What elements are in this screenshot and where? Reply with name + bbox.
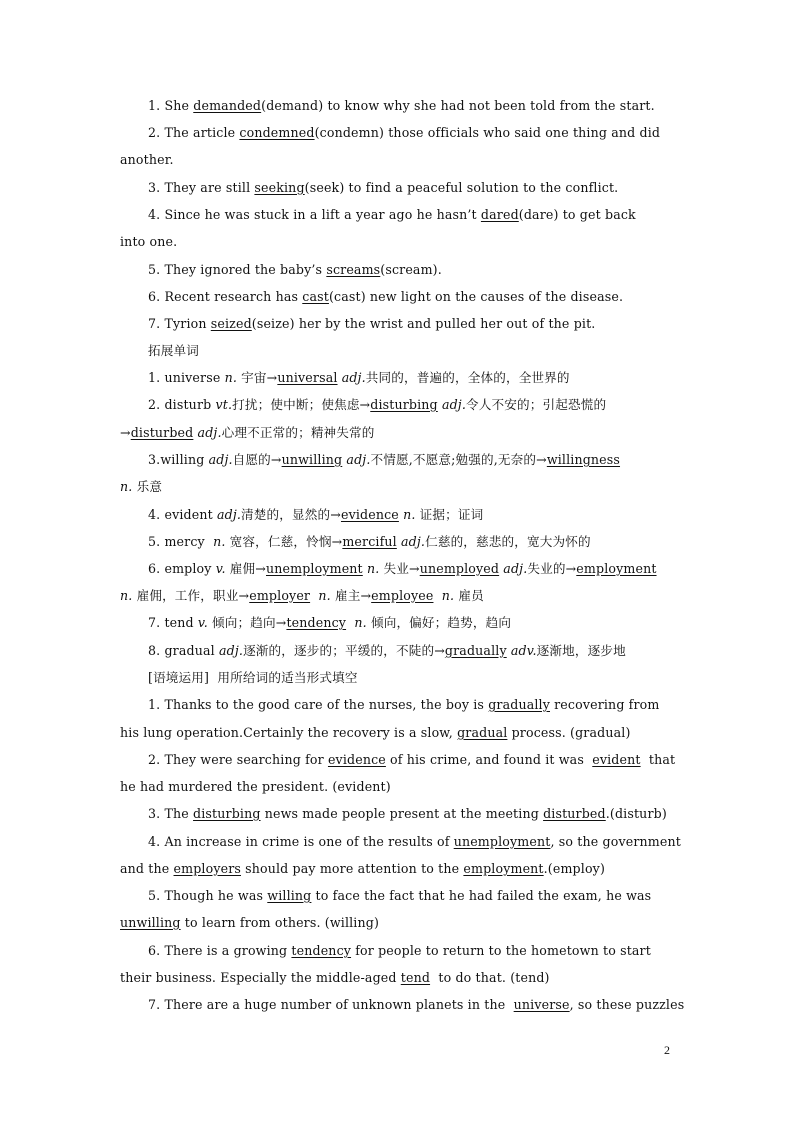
text-line xyxy=(148,888,716,904)
answer-word: universal xyxy=(277,370,338,385)
text-segment: his lung operation.Certainly the recovery is a slow, xyxy=(120,725,458,740)
text-line xyxy=(148,207,716,223)
text-segment: (cast) new light on the causes of the disease. xyxy=(328,289,624,304)
text-segment: [语境运用] 用所给词的适当形式填空 xyxy=(148,670,358,685)
text-segment: 1. Thanks to the good care of the nurses, the boy is xyxy=(148,697,489,712)
answer-word: gradual xyxy=(457,725,508,740)
text-segment: into one. xyxy=(120,234,178,249)
part-of-speech: adj. xyxy=(218,643,244,658)
text-line xyxy=(120,725,716,741)
text-segment: 证据；证词 xyxy=(415,507,484,522)
text-segment: 逐渐地，逐步地 xyxy=(536,643,626,658)
text-segment: , so the government xyxy=(550,834,681,849)
text-line xyxy=(120,588,716,604)
text-line xyxy=(148,125,716,141)
answer-word: cast xyxy=(302,289,329,304)
text-segment: 5. mercy xyxy=(148,534,214,549)
text-line xyxy=(120,234,716,250)
text-line xyxy=(148,397,716,413)
text-segment: 6. employ xyxy=(148,561,216,576)
text-segment: 1. She xyxy=(148,98,194,113)
text-segment: 4. An increase in crime is one of the results of xyxy=(148,834,454,849)
text-segment: .(disturb) xyxy=(605,806,667,821)
text-line xyxy=(120,861,716,877)
answer-word: gradually xyxy=(444,643,507,658)
answer-word: seized xyxy=(210,316,252,331)
text-segment: 不情愿,不愿意;勉强的,无奈的→ xyxy=(370,452,547,467)
text-segment: for people to return to the hometown to start xyxy=(351,943,651,958)
answer-word: evident xyxy=(592,752,641,767)
answer-word: seeking xyxy=(254,180,305,195)
part-of-speech: adj. xyxy=(341,370,366,385)
text-line xyxy=(148,943,716,959)
text-segment: their business. Especially the middle-aged xyxy=(120,970,401,985)
answer-word: unemployment xyxy=(266,561,363,576)
part-of-speech: adj. xyxy=(346,452,371,467)
part-of-speech: adj. xyxy=(216,507,242,522)
answer-word: dared xyxy=(480,207,519,222)
answer-word: condemned xyxy=(239,125,315,140)
text-segment: 共同的，普遍的，全体的，全世界的 xyxy=(365,370,570,385)
text-line xyxy=(148,834,716,850)
text-segment: recovering from xyxy=(549,697,660,712)
text-segment: process. (gradual) xyxy=(507,725,631,740)
text-segment: 8. gradual xyxy=(148,643,219,658)
text-segment: → xyxy=(120,425,131,440)
part-of-speech: n. xyxy=(120,588,133,603)
part-of-speech: n. xyxy=(224,370,237,385)
answer-word: tend xyxy=(400,970,431,985)
text-line xyxy=(148,615,716,631)
text-segment: 宽容，仁慈，怜悯→ xyxy=(225,534,343,549)
answer-word: willing xyxy=(267,888,312,903)
text-line xyxy=(148,697,716,713)
text-line xyxy=(148,643,716,659)
text-segment: news made people present at the meeting xyxy=(260,806,544,821)
answer-word: disturbed xyxy=(130,425,194,440)
answer-word: evidence xyxy=(327,752,386,767)
text-segment: 清楚的，显然的→ xyxy=(241,507,341,522)
text-line xyxy=(148,452,716,468)
answer-word: unwilling xyxy=(120,915,181,930)
part-of-speech: n. xyxy=(403,507,416,522)
text-segment: of his crime, and found it was xyxy=(385,752,593,767)
answer-word: disturbing xyxy=(193,806,261,821)
text-segment: should pay more attention to the xyxy=(240,861,464,876)
answer-word: universe xyxy=(513,997,570,1012)
text-line xyxy=(148,262,716,278)
answer-word: unwilling xyxy=(281,452,343,467)
text-segment: 逐渐的，逐步的；平缓的，不陡的→ xyxy=(243,643,445,658)
part-of-speech: n. xyxy=(213,534,226,549)
text-segment: 2. They were searching for xyxy=(148,752,328,767)
answer-word: tendency xyxy=(291,943,352,958)
text-segment: 自愿的→ xyxy=(232,452,282,467)
text-line xyxy=(148,98,716,114)
part-of-speech: n. xyxy=(441,588,455,603)
text-line xyxy=(120,970,716,986)
answer-word: willingness xyxy=(546,452,621,467)
text-line xyxy=(148,806,716,822)
text-line xyxy=(148,507,716,523)
text-segment: that xyxy=(640,752,676,767)
text-line xyxy=(148,561,716,577)
text-line xyxy=(120,779,716,795)
text-segment: (seek) to find a peaceful solution to the conflict. xyxy=(304,180,619,195)
answer-word: unemployed xyxy=(419,561,500,576)
text-segment: .(employ) xyxy=(543,861,606,876)
part-of-speech: adj. xyxy=(503,561,528,576)
text-segment: another. xyxy=(120,152,174,167)
text-segment: 倾向；趋向→ xyxy=(207,615,287,630)
text-segment: (condemn) those officials who said one thing and did xyxy=(314,125,661,140)
text-segment: to learn from others. (willing) xyxy=(180,915,380,930)
part-of-speech: adv. xyxy=(510,643,537,658)
answer-word: disturbed xyxy=(543,806,606,821)
text-segment: (seize) her by the wrist and pulled her out of the pit. xyxy=(251,316,596,331)
text-segment: 宇宙→ xyxy=(237,370,278,385)
text-segment: 雇员 xyxy=(454,588,484,603)
text-segment: 3.willing xyxy=(148,452,209,467)
text-segment: 打扰；使中断；使焦虑→ xyxy=(232,397,371,412)
text-line xyxy=(148,316,716,332)
text-segment: 失业→ xyxy=(379,561,420,576)
part-of-speech: adj. xyxy=(401,534,426,549)
text-segment: 5. Though he was xyxy=(148,888,268,903)
answer-word: employer xyxy=(249,588,311,603)
text-segment: 拓展单词 xyxy=(148,343,199,358)
text-segment: 心理不正常的；精神失常的 xyxy=(221,425,375,440)
text-line xyxy=(148,343,716,359)
text-segment: 3. The xyxy=(148,806,194,821)
text-segment: 失业的→ xyxy=(527,561,577,576)
text-segment: and the xyxy=(120,861,174,876)
answer-word: demanded xyxy=(193,98,262,113)
text-segment: 令人不安的；引起恐慌的 xyxy=(466,397,607,412)
answer-word: employee xyxy=(371,588,434,603)
text-segment: (demand) to know why she had not been told from the start. xyxy=(261,98,655,113)
answer-word: employers xyxy=(173,861,241,876)
text-segment: (scream). xyxy=(380,262,442,277)
part-of-speech: n. xyxy=(318,588,331,603)
answer-word: disturbing xyxy=(370,397,438,412)
text-segment: 2. disturb xyxy=(148,397,216,412)
text-segment: 倾向，偏好；趋势，趋向 xyxy=(366,615,512,630)
text-segment: 7. tend xyxy=(148,615,198,630)
text-segment: , so these puzzles xyxy=(569,997,685,1012)
text-segment: 雇佣→ xyxy=(225,561,266,576)
text-line xyxy=(148,670,716,686)
text-segment: 4. Since he was stuck in a lift a year ago he hasn’t xyxy=(148,207,481,222)
text-segment: to face the fact that he had failed the exam, he was xyxy=(311,888,652,903)
answer-word: unemployment xyxy=(453,834,551,849)
answer-word: employment xyxy=(463,861,544,876)
text-segment: 乐意 xyxy=(132,479,163,494)
part-of-speech: n. xyxy=(354,615,367,630)
answer-word: evidence xyxy=(340,507,399,522)
text-line xyxy=(148,289,716,305)
text-segment: 3. They are still xyxy=(148,180,255,195)
text-segment: 5. They ignored the baby’s xyxy=(148,262,327,277)
text-segment: 7. Tyrion xyxy=(148,316,211,331)
text-segment xyxy=(433,588,441,603)
answer-word: screams xyxy=(326,262,381,277)
text-segment: 4. evident xyxy=(148,507,217,522)
text-segment: (dare) to get back xyxy=(518,207,636,222)
text-line xyxy=(148,997,716,1013)
part-of-speech: adj. xyxy=(441,397,467,412)
text-segment: 雇佣，工作，职业→ xyxy=(132,588,250,603)
text-line xyxy=(120,152,716,168)
text-line xyxy=(148,180,716,196)
text-line xyxy=(120,425,716,441)
text-segment: 雇主→ xyxy=(330,588,372,603)
part-of-speech: adj. xyxy=(197,425,222,440)
answer-word: tendency xyxy=(286,615,347,630)
text-segment: 6. Recent research has xyxy=(148,289,303,304)
part-of-speech: vt. xyxy=(215,397,233,412)
part-of-speech: v. xyxy=(215,561,226,576)
page-number: 2 xyxy=(664,1043,670,1057)
text-line xyxy=(120,915,716,931)
part-of-speech: n. xyxy=(120,479,133,494)
text-line xyxy=(148,752,716,768)
part-of-speech: n. xyxy=(366,561,380,576)
text-segment: 1. universe xyxy=(148,370,225,385)
text-segment: 7. There are a huge number of unknown planets in the xyxy=(148,997,514,1012)
text-line xyxy=(148,370,716,386)
text-segment: 6. There is a growing xyxy=(148,943,292,958)
text-segment: 2. The article xyxy=(148,125,240,140)
text-line xyxy=(148,534,716,550)
answer-word: merciful xyxy=(342,534,397,549)
answer-word: gradually xyxy=(488,697,550,712)
part-of-speech: adj. xyxy=(208,452,233,467)
answer-word: employment xyxy=(576,561,657,576)
text-segment: to do that. (tend) xyxy=(430,970,550,985)
text-line xyxy=(120,479,716,495)
text-segment: he had murdered the president. (evident) xyxy=(120,779,391,794)
part-of-speech: v. xyxy=(197,615,208,630)
text-segment: 仁慈的，慈悲的，宽大为怀的 xyxy=(425,534,591,549)
